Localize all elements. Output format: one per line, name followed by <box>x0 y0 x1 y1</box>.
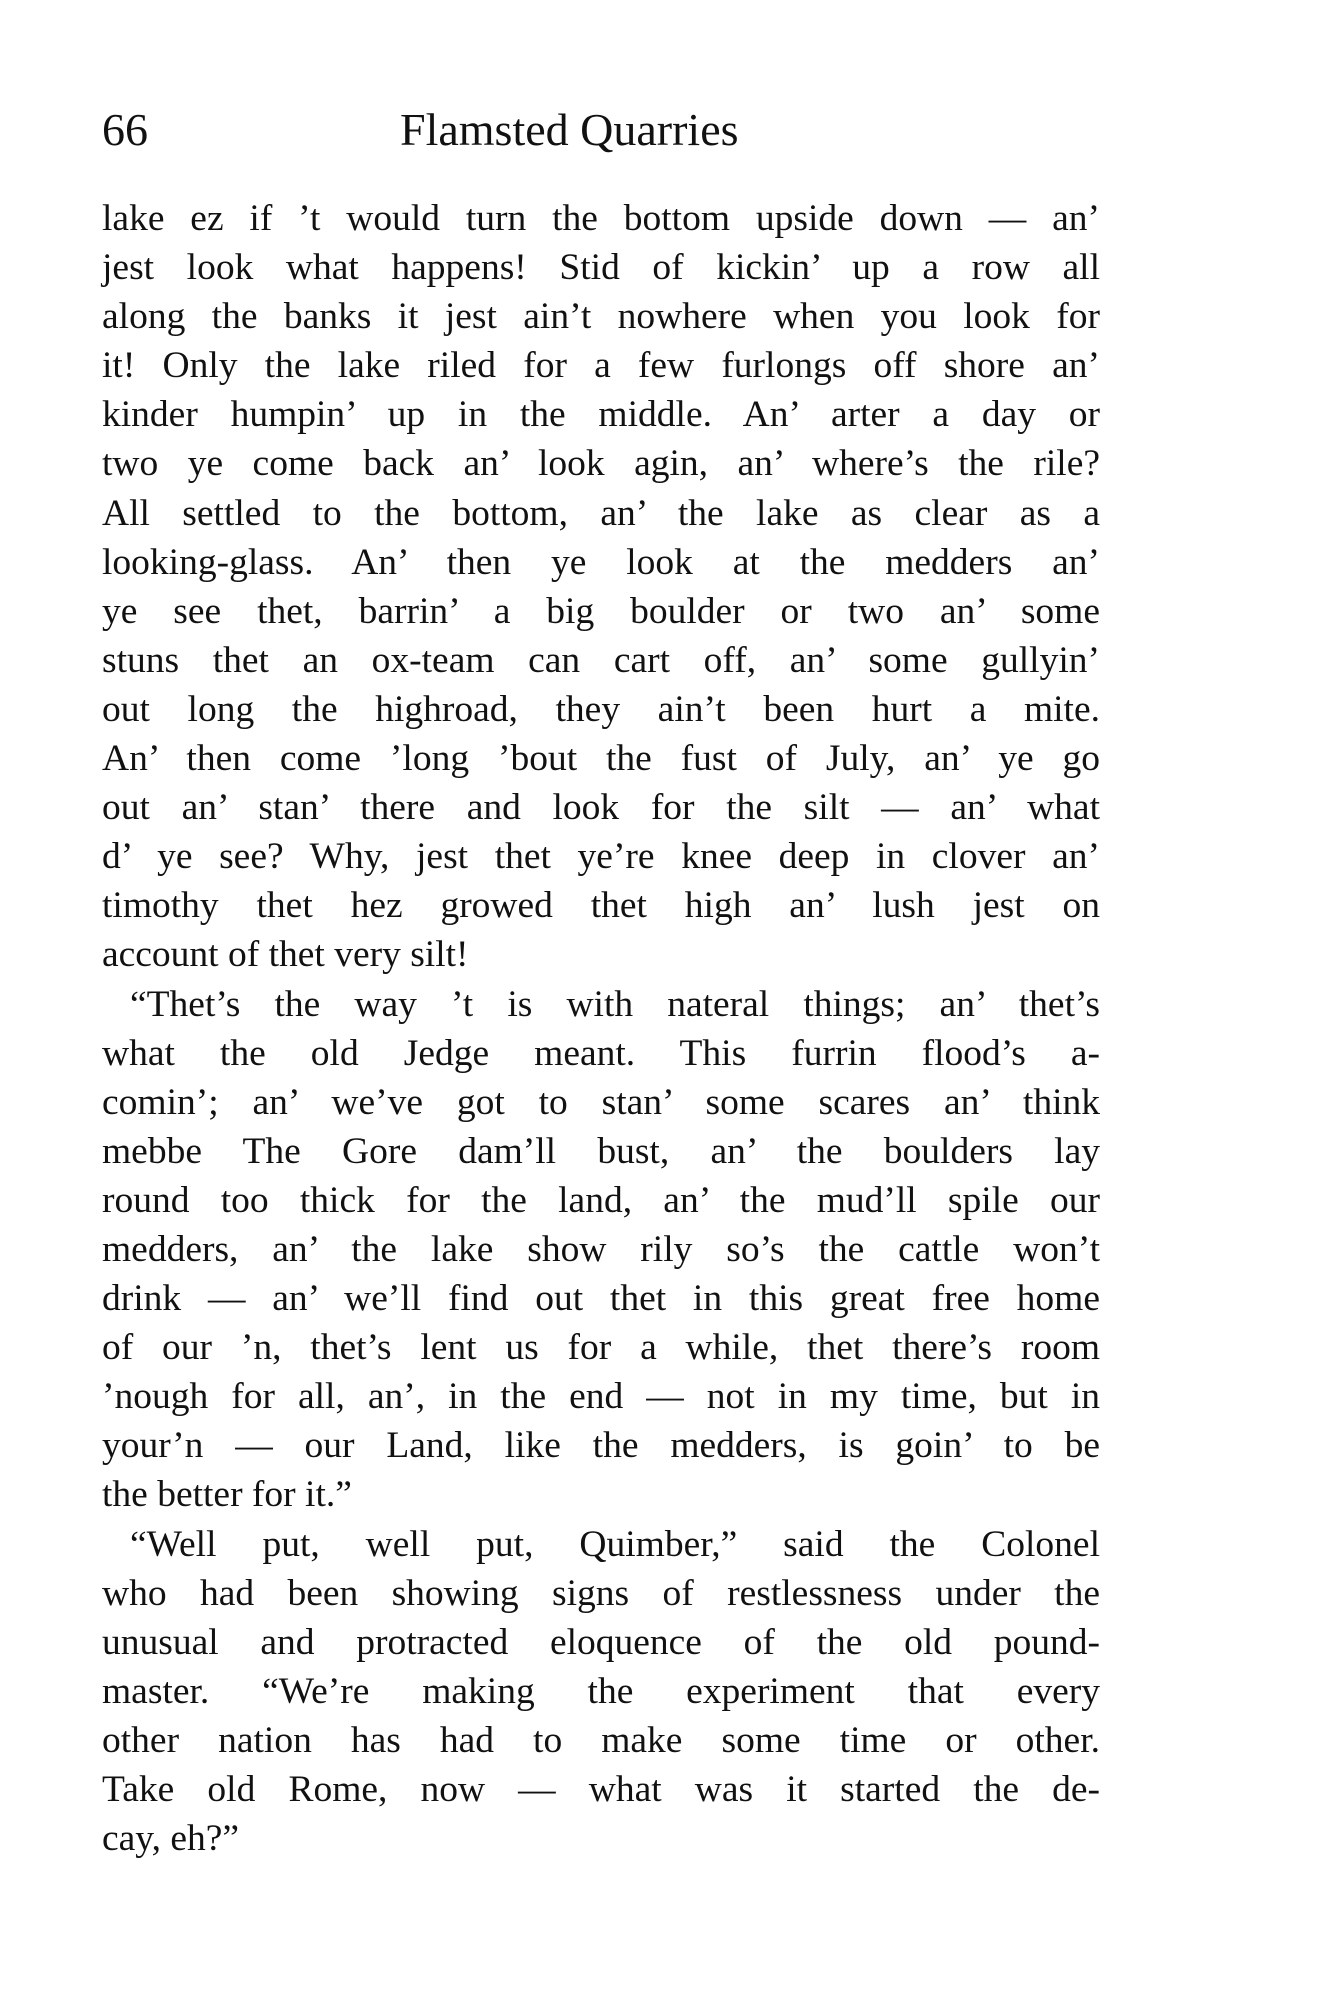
text-line: your’n — our Land, like the medders, is goin’ to be <box>102 1425 1100 1467</box>
text-line: jest look what happens! Stid of kickin’ up a row all <box>102 247 1100 289</box>
text-line: unusual and protracted eloquence of the old pound- <box>102 1621 1100 1663</box>
text-line: comin’; an’ we’ve got to stan’ some scares an’ think <box>102 1081 1100 1123</box>
text-line: kinder humpin’ up in the middle. An’ arter a day or <box>102 394 1100 436</box>
text-line: it! Only the lake riled for a few furlongs off shore an’ <box>102 345 1100 387</box>
text-line: lake ez if ’t would turn the bottom upside down — an’ <box>102 198 1100 239</box>
running-head-title: Flamsted Quarries <box>400 104 739 155</box>
text-line: what the old Jedge meant. This furrin flood’s a- <box>102 1032 1100 1074</box>
text-line: two ye come back an’ look agin, an’ where’s the rile? <box>102 443 1100 485</box>
page-header <box>102 100 1102 170</box>
page-number: 66 <box>102 104 148 155</box>
text-line: the better for it.” <box>102 1474 352 1516</box>
text-line: cay, eh?” <box>102 1818 240 1860</box>
text-line: mebbe The Gore dam’ll bust, an’ the boulders lay <box>102 1130 1100 1172</box>
text-line: drink — an’ we’ll find out thet in this great free home <box>102 1278 1100 1320</box>
text-line: round too thick for the land, an’ the mud’ll spile our <box>102 1179 1100 1221</box>
text-line: out long the highroad, they ain’t been hurt a mite. <box>102 688 1100 730</box>
text-line: master. “We’re making the experiment that every <box>102 1670 1100 1712</box>
text-line: timothy thet hez growed thet high an’ lush jest on <box>102 885 1100 927</box>
text-line: account of thet very silt! <box>102 934 469 976</box>
text-line: of our ’n, thet’s lent us for a while, thet there’s room <box>102 1327 1100 1369</box>
text-line: All settled to the bottom, an’ the lake as clear as a <box>102 492 1100 534</box>
text-line: medders, an’ the lake show rily so’s the cattle won’t <box>102 1228 1100 1270</box>
text-line: stuns thet an ox-team can cart off, an’ some gullyin’ <box>102 639 1100 681</box>
text-line: An’ then come ’long ’bout the fust of July, an’ ye go <box>102 738 1100 780</box>
text-line: Take old Rome, now — what was it started the de- <box>102 1769 1100 1810</box>
text-line: ye see thet, barrin’ a big boulder or two an’ some <box>102 590 1100 632</box>
text-line: “Thet’s the way ’t is with nateral things; an’ thet’s <box>130 983 1100 1025</box>
text-line: looking-glass. An’ then ye look at the medders an’ <box>102 541 1100 583</box>
text-line: who had been showing signs of restlessness under the <box>102 1572 1100 1614</box>
text-line: ’nough for all, an’, in the end — not in my time, but in <box>102 1376 1100 1418</box>
body-text <box>102 194 1100 1863</box>
text-line: other nation has had to make some time or other. <box>102 1719 1100 1761</box>
text-line: along the banks it jest ain’t nowhere when you look for <box>102 296 1100 338</box>
text-line: d’ ye see? Why, jest thet ye’re knee deep in clover an’ <box>102 836 1100 878</box>
text-line: “Well put, well put, Quimber,” said the Colonel <box>130 1523 1100 1565</box>
text-line: out an’ stan’ there and look for the silt — an’ what <box>102 787 1100 829</box>
